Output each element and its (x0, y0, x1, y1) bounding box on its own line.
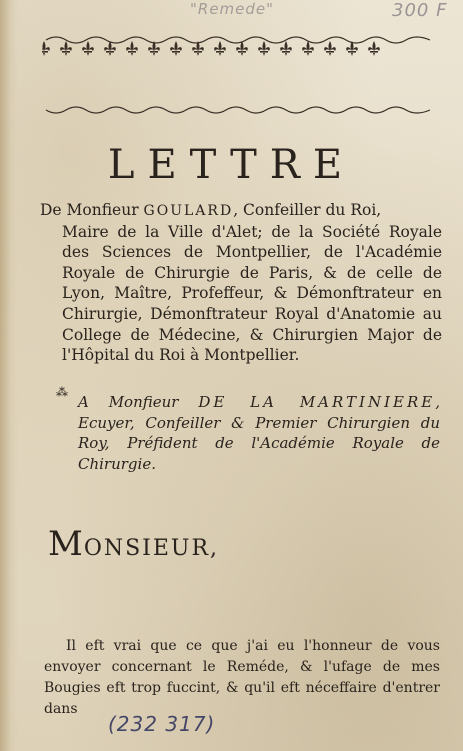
author-details: Maire de la Ville d'Alet; de la Société Royale des Sciences de Montpellier, de l'Académie Royale de Chirurgie de Paris, & de celle de Lyon, Maître, Profeffeur, & Démonftrateur en Chirurgie, Démonftrateur Royal d'Anatomie au College de Médecine, & Chirurgien Major de l'Hôpital du Roi à Montpellier. (62, 222, 442, 365)
salutation-rest: ONSIEUR, (83, 536, 220, 561)
document-title: LETTRE (107, 142, 356, 188)
salutation (48, 524, 219, 564)
author-paragraph (40, 200, 442, 366)
body-text: Il eft vrai que ce que j'ai eu l'honneur de vous envoyer concernant le Reméde, & l'ufage de mes Bougies eft trop fuccint, & qu'il eft néceffaire d'entrer dans (44, 638, 440, 717)
recipient-details: , Ecuyer, Confeiller & Premier Chirurgien du Roy, Préfident de l'Académie Royale de Chirurgie. (78, 393, 440, 473)
printer-mark-icon: ⁂ (56, 385, 68, 399)
recipient-prefix: A Monfieur (78, 393, 199, 411)
page-spine-shadow (0, 0, 18, 751)
handwritten-corner-mark: 300 F (392, 0, 448, 21)
handwritten-note: "Remede" (190, 0, 275, 18)
handwritten-shelf-number: (232 317) (108, 712, 216, 736)
recipient-paragraph (78, 392, 440, 474)
author-prefix: De Monfieur (40, 201, 144, 219)
fleur-de-lis-ornament-icon (42, 34, 434, 116)
recipient-name: DE LA MARTINIERE (198, 393, 436, 411)
salutation-initial: M (48, 524, 84, 564)
author-first-line (40, 200, 442, 222)
author-title: , Confeiller du Roi, (233, 201, 382, 219)
author-name: GOULARD (143, 203, 234, 219)
